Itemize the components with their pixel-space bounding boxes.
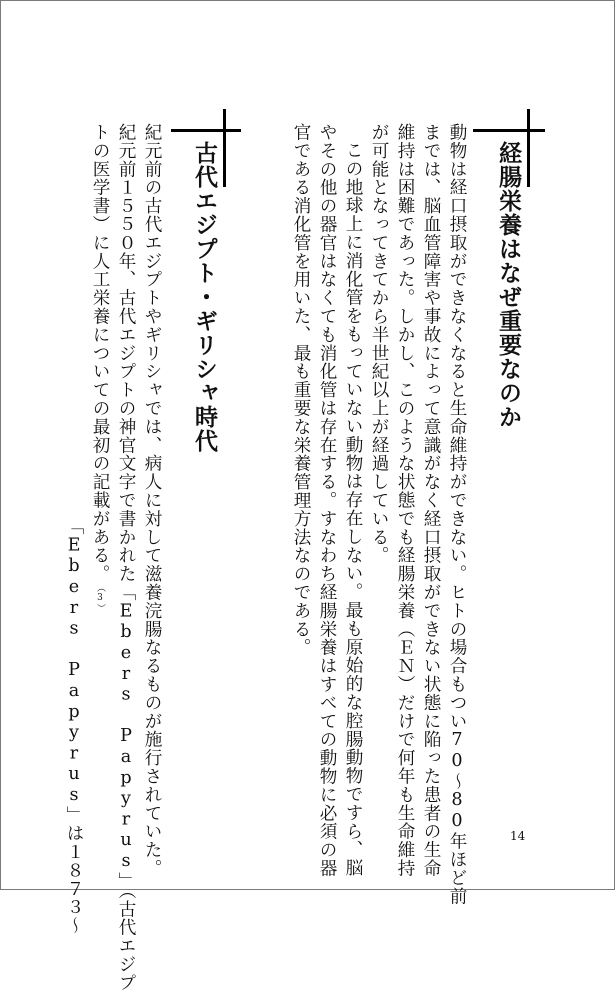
- page-number: 14: [510, 829, 526, 843]
- heading-rule-vertical: [223, 109, 226, 187]
- footnote-mark: （3）: [95, 583, 105, 614]
- body-line-text: トの医学書）に人工栄養についての最初の記載がある。: [90, 123, 110, 583]
- body-line: やその他の器官はなくても消化管は存在する。すなわち経腸栄養はすべての動物に必須の器: [317, 123, 337, 878]
- body-line: 紀元前の古代エジプトやギリシャでは、病人に対して滋養浣腸なるものが施行されていた。: [142, 123, 162, 878]
- heading-rule-horizontal: [473, 129, 545, 132]
- body-line: この地球上に消化管をもっていない動物は存在しない。最も原始的な腔腸動物ですら、脳: [343, 141, 363, 877]
- body-line: が可能となってきてから半世紀以上が経過している。: [369, 123, 389, 565]
- body-line-text: 紀元前１５５０年、古代エジプトの神官文字で書かれた「Ebers Papyrus」（古代エジプ: [116, 123, 136, 992]
- body-line: 動物は経口摂取ができなくなると生命維持ができない。ヒトの場合もつい70～80年ほど前: [447, 123, 467, 906]
- heading-rule-vertical: [527, 109, 530, 187]
- heading-rule-horizontal: [171, 129, 241, 132]
- body-line: [115, 123, 137, 992]
- body-line: までは、脳血管障害や事故によって意識がなく経口摂取ができない状態に陥った患者の生命: [421, 123, 441, 878]
- body-line: [89, 123, 111, 613]
- body-line: 維持は困難であった。しかし、このような状態でも経腸栄養（ＥＮ）だけで何年も生命維持: [395, 123, 415, 878]
- body-line: 「Ebers Papyrus」は１８７３～: [64, 517, 84, 935]
- section-heading-enteral-nutrition: 経腸栄養はなぜ重要なのか: [495, 141, 521, 429]
- section-heading-ancient-egypt-greece: 古代エジプト・ギリシャ時代: [191, 141, 217, 453]
- body-line: 官である消化管を用いた、最も重要な栄養管理方法なのである。: [291, 123, 311, 657]
